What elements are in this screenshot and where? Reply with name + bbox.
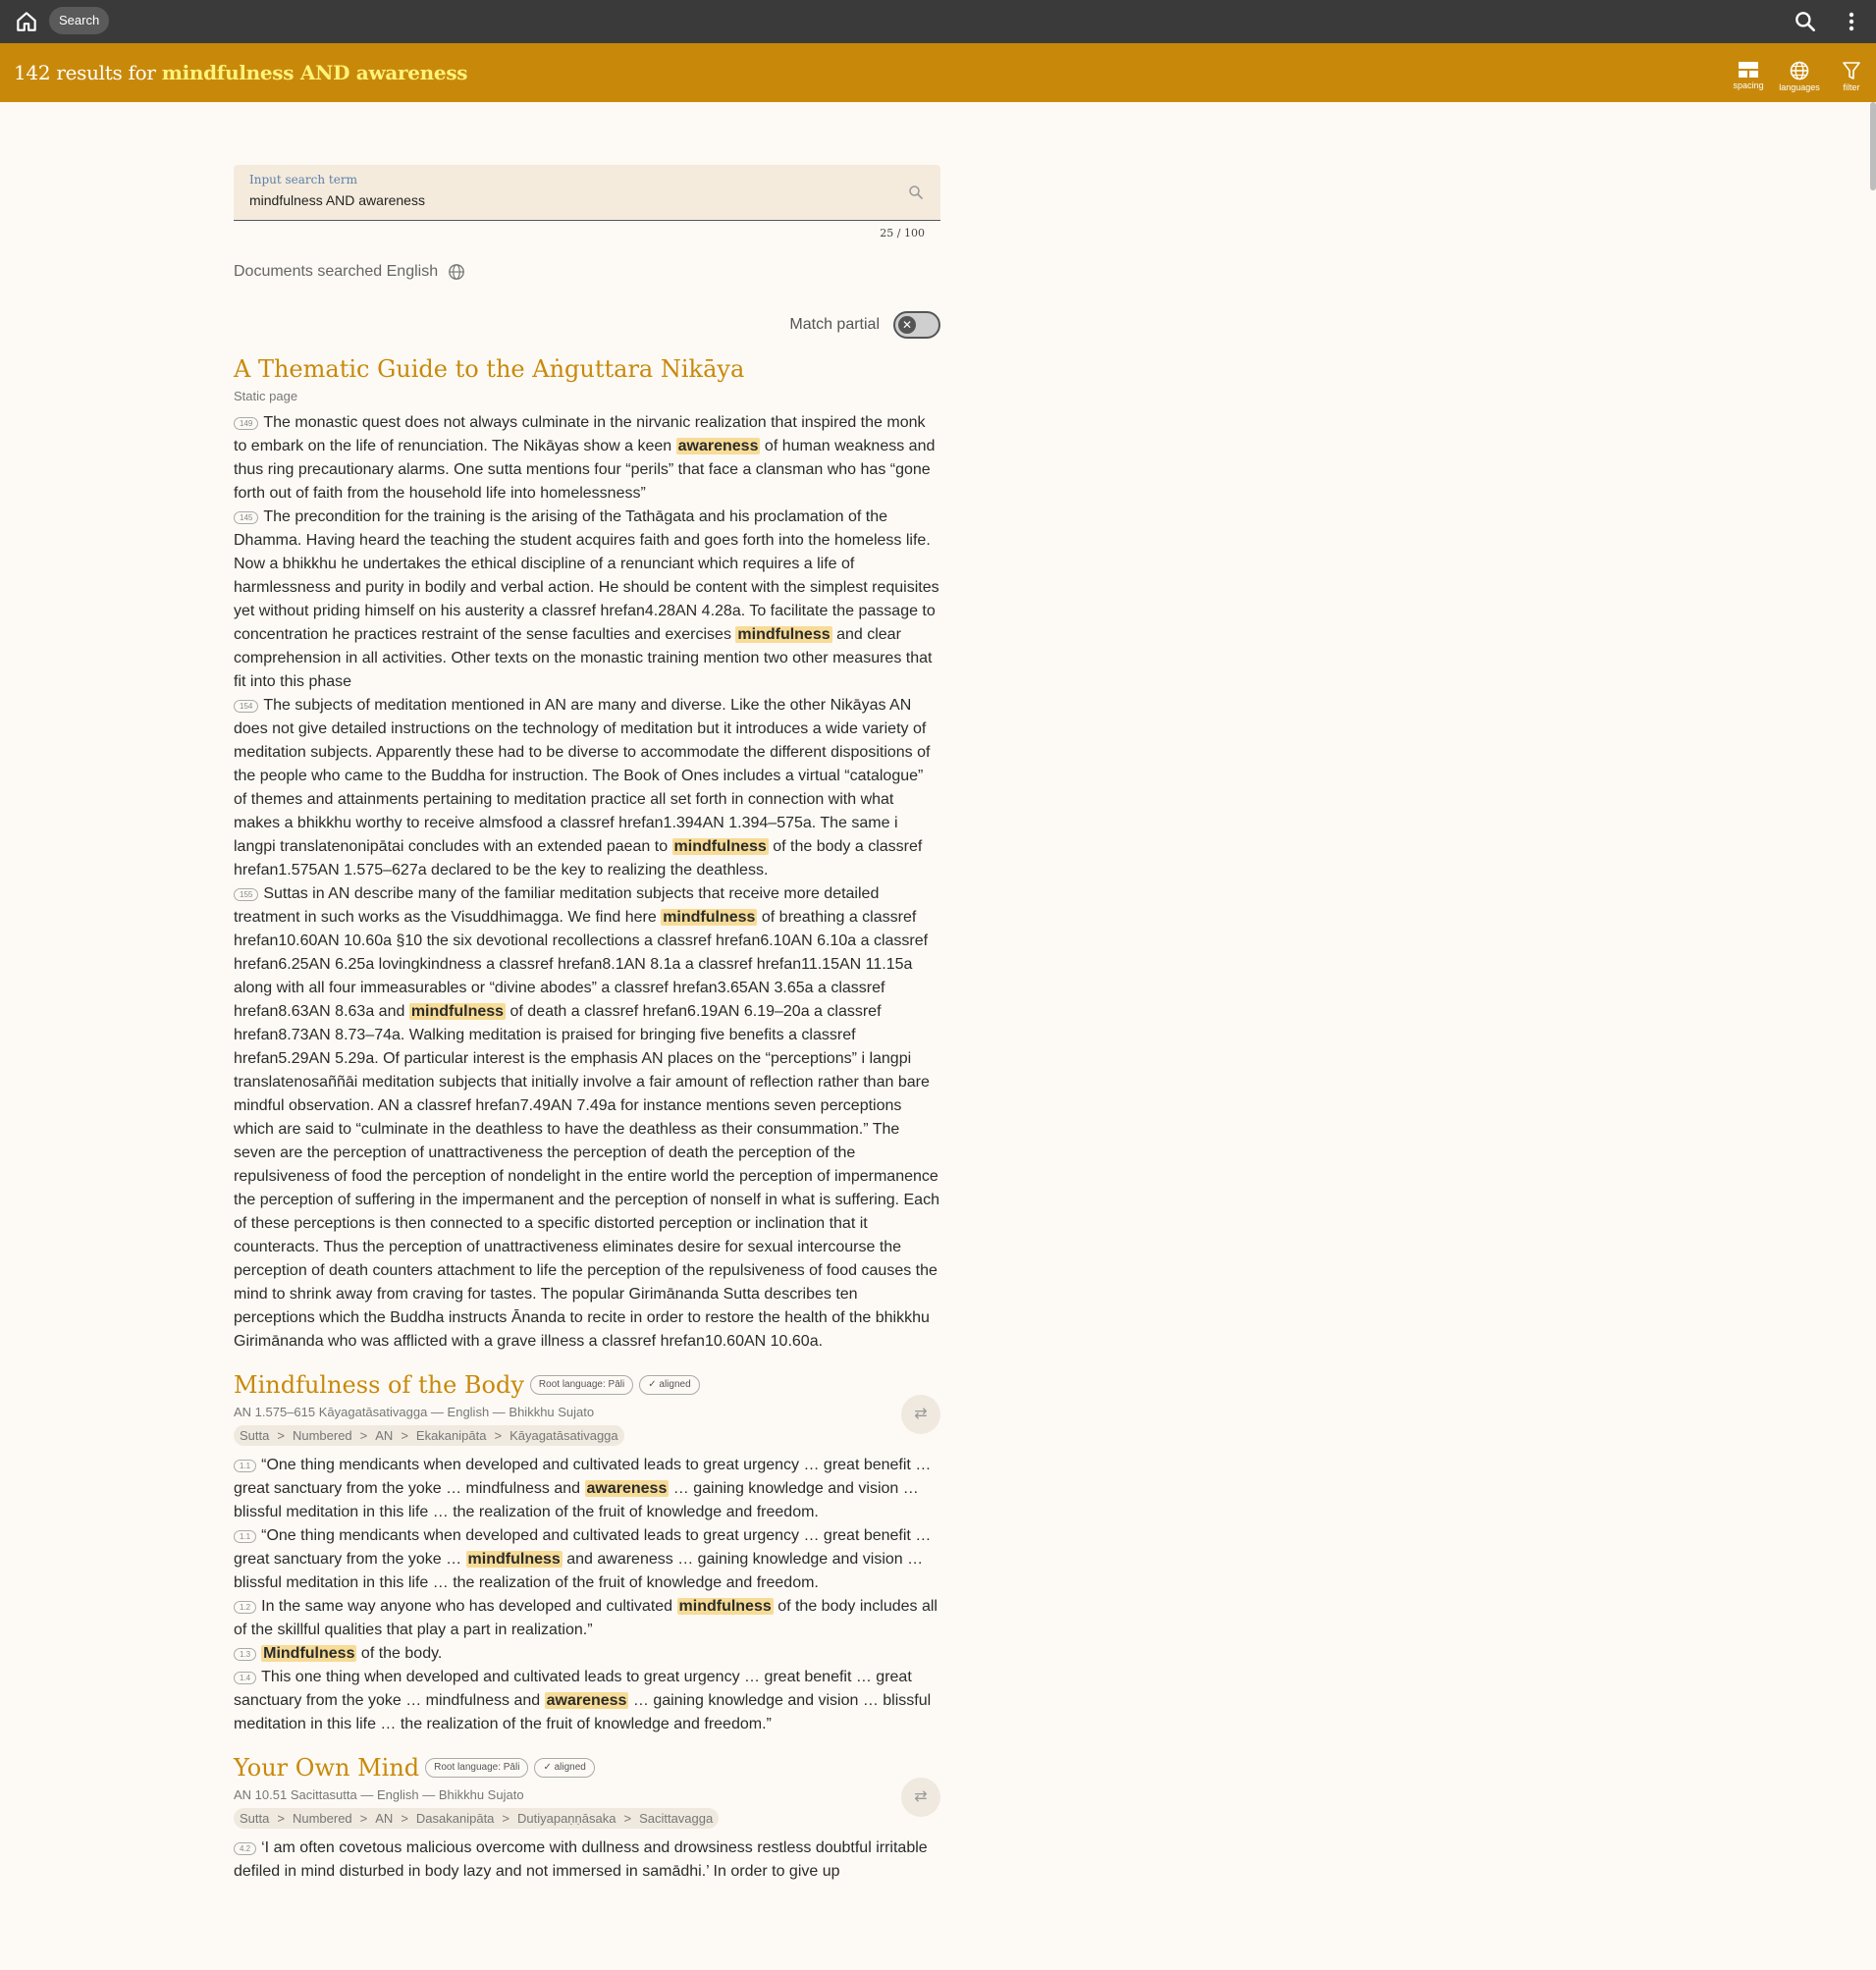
- snippet-paragraph: [234, 411, 940, 506]
- top-app-bar: [0, 0, 1876, 43]
- highlighted-term: mindfulness: [410, 1003, 505, 1020]
- snippet-text: of the body.: [356, 1645, 443, 1662]
- root-language-badge: Root language: Pāli: [530, 1375, 633, 1395]
- snippet-text: This one thing when developed and cultivated leads to great urgency … great benefit … great sanctuary from the yoke … mindfulness and: [234, 1669, 912, 1709]
- highlighted-term: mindfulness: [663, 909, 756, 926]
- search-icon[interactable]: [1793, 9, 1818, 34]
- result-snippets: [234, 1837, 940, 1884]
- segment-number[interactable]: 149: [234, 417, 258, 430]
- segment-number[interactable]: 1.2: [234, 1601, 256, 1614]
- snippet-paragraph: [234, 882, 940, 1354]
- globe-icon[interactable]: [448, 263, 465, 281]
- snippet-text: and clear comprehension in all activities. Other texts on the monastic training mention two other measures that fit into this phase: [234, 626, 933, 690]
- segment-number[interactable]: 1.3: [234, 1648, 256, 1661]
- snippet-text: of the body a classref hrefan1.575AN 1.575–627a declared to be the key to realizing the deathless.: [234, 838, 923, 879]
- breadcrumb-separator: >: [359, 1811, 368, 1826]
- aligned-badge: ✓ aligned: [639, 1375, 699, 1395]
- filter-label: filter: [1843, 82, 1860, 92]
- snippet-text: ‘I am often covetous malicious overcome with dullness and drowsiness restless doubtful irritable defiled in mind disturbed in body lazy and not immersed in samādhi.’ In order to give up: [234, 1839, 928, 1880]
- search-result: [234, 353, 940, 1354]
- results-header: [0, 43, 1876, 102]
- breadcrumb-separator: >: [494, 1428, 503, 1443]
- home-icon[interactable]: [14, 9, 39, 34]
- result-subtitle: Static page: [234, 389, 298, 403]
- snippet-text: The monastic quest does not always culminate in the nirvanic realization that inspired the monk to embark on the life of renunciation. The Nikāyas show a keen: [234, 414, 926, 454]
- globe-icon: [1790, 61, 1809, 80]
- filter-icon: [1843, 61, 1860, 80]
- languages-button[interactable]: [1778, 61, 1821, 92]
- result-subtitle: AN 1.575–615 Kāyagatāsativagga — English — Bhikkhu Sujato: [234, 1405, 595, 1419]
- snippet-paragraph: [234, 1595, 940, 1642]
- match-partial-label: Match partial: [789, 316, 880, 333]
- breadcrumb-item[interactable]: Ekakanipāta: [415, 1428, 487, 1443]
- highlighted-term: mindfulness: [467, 1551, 561, 1568]
- search-field[interactable]: [234, 165, 940, 221]
- snippet-paragraph: [234, 1837, 940, 1884]
- spacing-icon: [1738, 61, 1759, 79]
- segment-number[interactable]: 145: [234, 511, 258, 524]
- snippet-paragraph: [234, 506, 940, 694]
- snippet-text: “One thing mendicants when developed and cultivated leads to great urgency … great benefit … great sanctuary from the yoke … mindfulness and: [234, 1457, 932, 1497]
- search-field-label: Input search term: [249, 173, 357, 186]
- snippet-text: of breathing a classref hrefan10.60AN 10.60a §10 the six devotional recollections a classref hrefan6.10AN 6.10a a classref hrefan6.25AN 6.25a lovingkindness a classref hrefan8.1AN 8.1a a classref hrefan11.15AN 11.15a along with all four immeasurables or “divine abodes” a classref hrefan3.65AN 3.65a a classref hrefan8.63AN 8.63a and: [234, 909, 929, 1020]
- snippet-paragraph: [234, 1642, 940, 1666]
- snippet-text: of human weakness and thus ring precautionary alarms. One sutta mentions four “perils” that face a clansman who has “gone forth out of faith from the household life into homelessness”: [234, 438, 936, 502]
- segment-number[interactable]: 4.2: [234, 1842, 256, 1855]
- match-partial-toggle[interactable]: [893, 311, 940, 339]
- segment-number[interactable]: 155: [234, 888, 258, 901]
- snippet-text: and awareness … gaining knowledge and vision … blissful meditation in this life … the realization of the fruit of knowledge and freedom.: [234, 1551, 924, 1591]
- breadcrumb-item[interactable]: AN: [375, 1811, 394, 1826]
- result-snippets: [234, 1454, 940, 1736]
- result-title-row: [234, 1369, 940, 1401]
- result-title[interactable]: A Thematic Guide to the Aṅguttara Nikāya: [234, 355, 745, 383]
- highlighted-term: mindfulness: [678, 1598, 772, 1615]
- search-submit-icon[interactable]: [907, 184, 925, 201]
- swap-icon[interactable]: ⇄: [901, 1395, 940, 1434]
- highlighted-term: awareness: [677, 438, 759, 454]
- documents-searched: [234, 263, 940, 281]
- snippet-paragraph: [234, 1666, 940, 1736]
- segment-number[interactable]: 1.4: [234, 1672, 256, 1684]
- breadcrumb-separator: >: [277, 1428, 285, 1443]
- breadcrumb-item[interactable]: Dasakanipāta: [415, 1811, 495, 1826]
- breadcrumb-separator: >: [502, 1811, 509, 1826]
- highlighted-term: awareness: [586, 1480, 668, 1497]
- snippet-paragraph: [234, 1524, 940, 1595]
- segment-number[interactable]: 154: [234, 700, 258, 713]
- breadcrumb-separator: >: [401, 1811, 408, 1826]
- breadcrumb-item[interactable]: Numbered: [292, 1428, 352, 1443]
- breadcrumb-item[interactable]: Dutiyapaṇṇāsaka: [517, 1811, 616, 1826]
- result-title[interactable]: Your Own Mind: [234, 1754, 420, 1782]
- breadcrumb-item[interactable]: Kāyagatāsativagga: [509, 1428, 618, 1443]
- swap-icon[interactable]: ⇄: [901, 1778, 940, 1817]
- documents-searched-text: Documents searched English: [234, 263, 439, 280]
- spacing-label: spacing: [1733, 80, 1764, 90]
- result-title-row: [234, 1752, 940, 1784]
- snippet-text: The subjects of meditation mentioned in AN are many and diverse. Like the other Nikāyas AN does not give detailed instructions on the technology of meditation but it introduces a wide variety of meditation subjects. Apparently these had to be diverse to accommodate the different dispositions of the people who came to the Buddha for instruction. The Book of Ones includes a virtual “catalogue” of themes and attainments pertaining to meditation practice all set forth in connection with what makes a bhikkhu worthy to receive almsfood a classref hrefan1.394AN 1.394–575a. The same i langpi translatenonipātai concludes with an extended paean to: [234, 697, 931, 855]
- results-query: mindfulness AND awareness: [161, 61, 468, 84]
- match-partial-row: [234, 308, 940, 342]
- filter-button[interactable]: [1830, 61, 1873, 92]
- result-snippets: [234, 411, 940, 1354]
- snippet-text: … gaining knowledge and vision … blissful meditation in this life … the realization of the fruit of knowledge and freedom.”: [234, 1692, 932, 1732]
- spacing-button[interactable]: [1727, 61, 1770, 90]
- snippet-text: Suttas in AN describe many of the familiar meditation subjects that receive more detailed treatment in such works as the Visuddhimagga. We find here: [234, 885, 880, 926]
- highlighted-term: Mindfulness: [263, 1645, 355, 1662]
- breadcrumb-separator: >: [359, 1428, 368, 1443]
- search-chip[interactable]: Search: [49, 7, 109, 34]
- close-icon: ✕: [898, 316, 916, 334]
- search-result: [234, 1369, 940, 1736]
- snippet-text: The precondition for the training is the arising of the Tathāgata and his proclamation of the Dhamma. Having heard the teaching the student acquires faith and goes forth into the homeless life. Now a bhikkhu he undertakes the ethical discipline of a renunciant which requires a life of harmlessness and purity in bodily and verbal action. He should be content with the simplest requisites yet without priding himself on his austerity a classref hrefan4.28AN 4.28a. To facilitate the passage to concentration he practices restraint of the sense faculties and exercises: [234, 508, 939, 643]
- breadcrumb-separator: >: [277, 1811, 285, 1826]
- snippet-text: of the body includes all of the skillful qualities that play a part in realization.”: [234, 1598, 938, 1638]
- more-vertical-icon[interactable]: [1842, 9, 1861, 34]
- search-input[interactable]: mindfulness AND awareness: [249, 192, 425, 208]
- breadcrumb-item[interactable]: Sacittavagga: [639, 1811, 714, 1826]
- segment-number[interactable]: 1.1: [234, 1530, 256, 1543]
- snippet-text: In the same way anyone who has developed and cultivated: [261, 1598, 677, 1615]
- snippet-paragraph: [234, 694, 940, 882]
- breadcrumb-item[interactable]: Numbered: [292, 1811, 352, 1826]
- results-count-text: 142 results for: [14, 61, 156, 84]
- segment-number[interactable]: 1.1: [234, 1460, 256, 1472]
- snippet-text: “One thing mendicants when developed and cultivated leads to great urgency … great benefit … great sanctuary from the yoke …: [234, 1527, 932, 1568]
- results-title: [14, 61, 467, 84]
- snippet-paragraph: [234, 1454, 940, 1524]
- result-title[interactable]: Mindfulness of the Body: [234, 1371, 524, 1399]
- snippet-text: … gaining knowledge and vision … blissful meditation in this life … the realization of the fruit of knowledge and freedom.: [234, 1480, 919, 1520]
- search-result: [234, 1752, 940, 1884]
- aligned-badge: ✓ aligned: [534, 1758, 594, 1778]
- highlighted-term: mindfulness: [737, 626, 831, 643]
- breadcrumb: [234, 1808, 719, 1829]
- breadcrumb-separator: >: [401, 1428, 408, 1443]
- search-main: [234, 165, 940, 1884]
- breadcrumb-separator: >: [623, 1811, 632, 1826]
- page-scrollbar[interactable]: [1870, 102, 1876, 190]
- highlighted-term: mindfulness: [673, 838, 767, 855]
- breadcrumb: [234, 1425, 624, 1446]
- breadcrumb-item[interactable]: Sutta: [240, 1428, 270, 1443]
- breadcrumb-item[interactable]: AN: [375, 1428, 394, 1443]
- character-counter: 25 / 100: [880, 227, 925, 240]
- languages-label: languages: [1779, 82, 1820, 92]
- highlighted-term: awareness: [546, 1692, 627, 1709]
- root-language-badge: Root language: Pāli: [425, 1758, 528, 1778]
- snippet-text: of death a classref hrefan6.19AN 6.19–20a a classref hrefan8.73AN 8.73–74a. Walking meditation is praised for bringing five benefits a classref hrefan5.29AN 5.29a. Of particular interest is the emphasis AN places on the “perceptions” i langpi translatenosaññāi meditation subjects that initially involve a fair amount of reflection rather than bare mindful observation. AN a classref hrefan7.49AN 7.49a for instance mentions seven perceptions which are said to “culminate in the deathless to have the deathless as their consummation.” The seven are the perception of unattractiveness the perception of death the perception of the repulsiveness of food the perception of nondelight in the entire world the perception of impermanence the perception of suffering in the impermanent and the perception of nonself in what is suffering. Each of these perceptions is then connected to a specific distorted perception or inclination that it counteracts. Thus the perception of unattractiveness eliminates desire for sexual intercourse the perception of death counters attachment to life the perception of the repulsiveness of food causes the mind to shrink away from craving for tastes. The popular Girimānanda Sutta describes ten perceptions which the Buddha instructs Ānanda to recite in order to restore the health of the bhikkhu Girimānanda who was afflicted with a grave illness a classref hrefan10.60AN 10.60a.: [234, 1003, 939, 1350]
- result-subtitle: AN 10.51 Sacittasutta — English — Bhikkhu Sujato: [234, 1787, 524, 1802]
- breadcrumb-item[interactable]: Sutta: [240, 1811, 270, 1826]
- result-title-link[interactable]: [234, 353, 940, 385]
